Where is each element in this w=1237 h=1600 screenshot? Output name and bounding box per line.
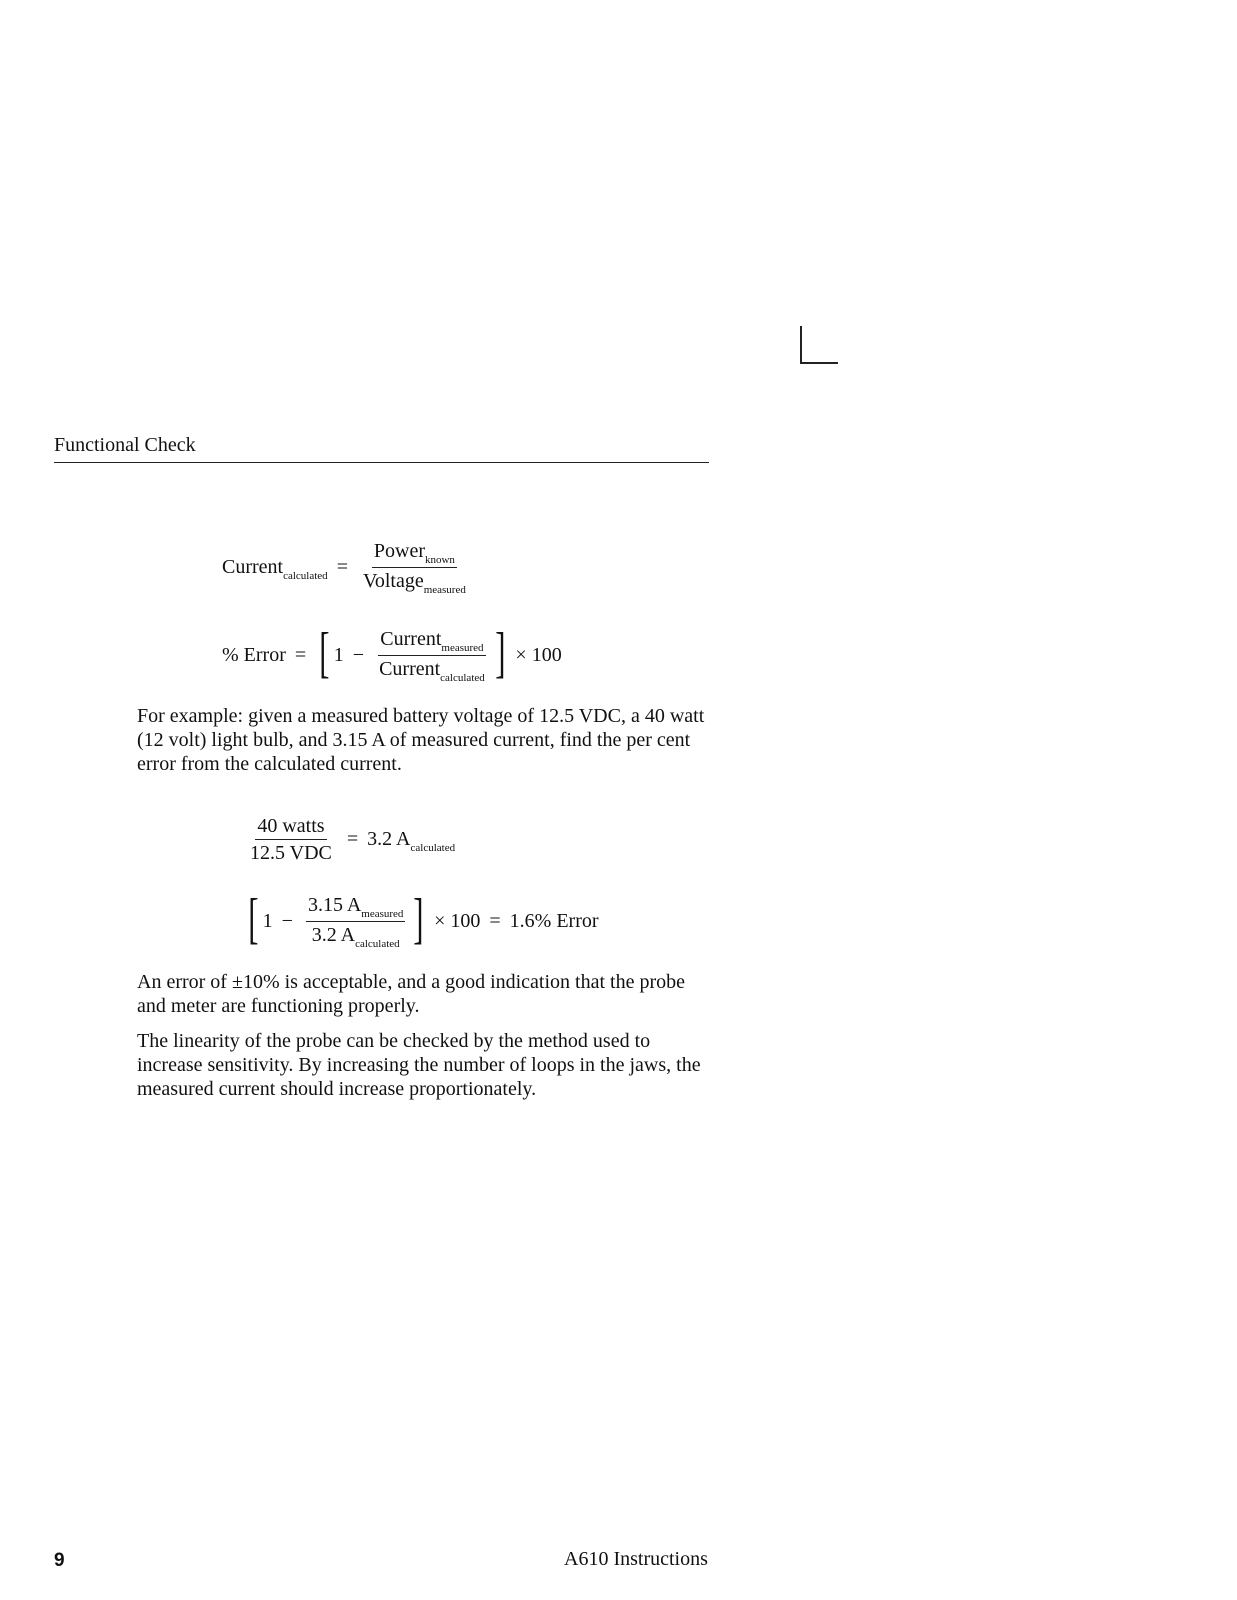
equation-percent-error [222,622,562,684]
eq3-denominator: 12.5 VDC [250,842,332,864]
eq4-right-bracket: ] [413,888,424,950]
eq3-fraction [248,815,334,864]
eq2-equals: = [294,643,307,666]
equation-example-error [244,888,599,950]
eq2-lhs: % Error [222,643,286,666]
paragraph-linearity [137,1029,717,1101]
paragraph-linearity-text: The linearity of the probe can be checked by the method used to increase sensitivity. By increasing the number of loops in the jaws, the measured current should increase proportionately. [137,1030,701,1100]
paragraph-acceptable-text: An error of ±10% is acceptable, and a good indication that the probe and meter are functioning properly. [137,971,686,1017]
paragraph-acceptable [137,970,717,1018]
eq4-result: 1.6% Error [509,909,599,932]
eq1-equals: = [336,556,348,578]
paragraph-example-text: For example: given a measured battery voltage of 12.5 VDC, a 40 watt (12 volt) light bulb, and 3.15 A of measured current, find the per cent error from the calculated current. [137,705,705,775]
eq1-numerator: Power$_{known}$ [373,540,455,566]
eq2-left-bracket: [ [319,622,330,684]
eq2-numerator: Current$_{measured}$ [380,627,484,654]
eq4-minus: − [281,909,293,932]
eq2-denominator: Current$_{calculated}$ [379,657,485,684]
eq4-equals: = [489,909,501,932]
equation-example-current [244,815,455,864]
eq4-one: 1 [262,909,273,932]
eq4-numerator: 3.15 $A_{measured}$ [307,893,404,920]
eq4-left-bracket: [ [248,888,259,950]
eq1-lhs: Current$_{calculated}$ [222,556,328,582]
eq4-denominator: 3.2 $A_{calculated}$ [311,923,400,950]
eq4-times-100: × 100 [434,909,481,932]
eq2-fraction [377,628,487,683]
eq3-result: 3.2 $A_{calculated}$ [367,828,456,854]
paragraph-example [137,704,717,776]
eq2-minus: − [352,643,365,666]
eq1-fraction [361,540,468,595]
equation-current-calculated [222,540,472,595]
eq3-equals: = [346,828,359,850]
eq3-numerator: 40 watts [255,815,326,840]
eq4-fraction [306,894,406,949]
section-title: Functional Check [54,434,709,463]
eq1-denominator: Voltage$_{measured}$ [362,570,466,596]
eq2-one: 1 [333,643,344,666]
document-title: A610 Instructions [564,1548,708,1570]
crop-mark [800,326,838,364]
eq2-times-100: × 100 [515,643,562,666]
eq2-right-bracket: ] [494,622,506,684]
page-number: 9 [54,1550,65,1571]
